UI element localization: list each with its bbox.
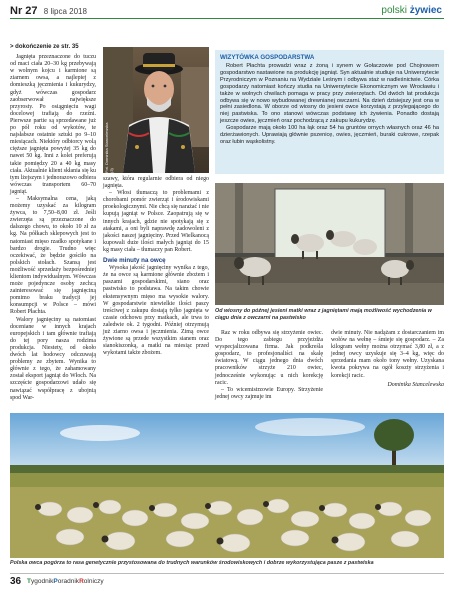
paragraph: Walory jagnięciny są natomiast doceniane w innych krajach europejskich i tam głównie trafiają do tej pory nasza rodzima produkcja. Niestety, od około dwóch lat hodowcy odczuwają problemy ze zbytem. Wynika to głównie z tego, że zahamowany został eksport jagniąt do Włoch. Na szczęście gospodarzowi udało się nawiązać współpracę z ubojnią spod War- [10, 316, 96, 401]
sheep-barn-photo [215, 183, 444, 305]
issue-number: Nr 27 [10, 5, 38, 17]
section-title: polski żywiec [381, 5, 442, 16]
photo-caption-2: Polska owca pogórza to rasa genetycznie przystosowana do trudnych warunków środowiskowych i dobrze wykorzystująca pasze z pastwiska [10, 560, 374, 566]
text-column-1 [10, 44, 96, 402]
paragraph: Wysoka jakość jagnięciny wynika z tego, że na owce są karmione głównie zbożem i paszami gospodarskimi, siano oraz pastwisko to podstawa. Na takim chowie ekstensywnym mięso ma wysokie walory. W gospodarstwie niewielkie ilości paszy treściwej z zakupu dostają tylko jagnięta w czasie odchowu przy matkach, ale trwa to zaledwie ok. 2 tygodni. Później otrzymują już ziarno owsa i jęczmienia. Zimą owce żywione są przede wszystkim sianem oraz sianokiszonką, a matki na miesiąc przed wykotami także zbożem. [103, 265, 209, 357]
paragraph: Robert Płachta prowadzi wraz z żoną i synem w Gołaczowie pod Chojnowem gospodarstwo nastawione na produkcję jagniąt. Syn aktualnie studiuje na Uniwersytecie Przyrodniczym w Poznaniu na Wydziale Leśnym i odbywa staż w nadleśnictwie. Córka gospodarzy natomiast kończy studia na Uniwersytecie Ekonomicznym we Wrocławiu i także w wolnych chwilach pomaga w pracy przy zwierzętach. Od dwóch lat produkcja odbywa się w nowo wybudowanej drewnianej owczarni. Na dzień dzisiejszy jest ona w pełni zasiedlona. W oborze od wiosny do jesieni owce korzystają z przylegającego do niej pastwiska. To ono stanowi wówczas podstawę ich żywienia. Ponadto dostają jeszcze owies, jęczmień oraz pochodzącą z zakupu kukurydzę. [220, 63, 439, 125]
paragraph: – Maksymalna cena, jaką możemy uzyskać za kilogram żywca, to 7,50–8,00 zł. Jeśli zwierzęta są przeznaczone do dalszego chowu, to około 10 zł za kg. Na półkach sklepowych jest to natomiast mięso rzadko spotykane i bardzo drogie. Trudno więc oczekiwać, że będzie gościło na polskich stołach. Szansą jest możliwość sprzedaży bezpośredniej klientom indywidualnym. Wówczas może pojedyncze osoby zechcą zainteresować się jagnięciną pomimo braku tradycji jej konsumpcji w Polsce – mówi Robert Płachta. [10, 195, 96, 316]
sheep-pasture-photo [10, 413, 444, 558]
continuation-note: > dokończenie ze str. 35 [10, 44, 79, 50]
subheading: Dwie minuty na owcę [103, 257, 166, 265]
text-column-2 [103, 176, 209, 357]
paragraph: – Włosi tłumaczą to problemami z chorobami pomór zwierząt i środowiskami proekologicznymi. Nie chcą się narażać i nie kupują jagniąt w Polsce. Zaopatrują się w innych krajach, gdzie nie spotykają się z atakami, a oni byli naprawdę zadowoleni z jakości naszej jagnięciny. Przed Wielkanocą kupowali duże ilości małych jagniąt do 15 kg masy ciała – tłumaczy pan Robert. [103, 190, 209, 253]
photo-credit: Fot. Dominika Stancelewska (3) [104, 122, 114, 173]
text-column-4 [331, 330, 444, 389]
paragraph: Jagnięta przeznaczone do tuczu od maci ciała 20–30 kg przebywają w wolnym kojcu i karmione są ziarnem owsa, a najlepiej z domieszką jęczmienia i kukurydzy, gdyż wówczas gospodarz zaobserwował największe przyrosty. Po osiągnięciu wagi docelowej trafiają do rzeźni. Pierwsze partie są sprzedawane już po pół roku od wykotów, te najsłabsze ostatnie sztuki po 9–10 miesiącach. Niektóry odbiorcy wolą cięższe jagnięta powyżej 35 kg do nawet 50 kg. Inni z kolei preferują takie pomiędzy 20 a 40 kg masy ciała. Aktualnie klient skłania się ku tym lżejszym i jednorazowo odbiera wówczas transportem 60–70 jagniąt. [10, 54, 96, 195]
author-signature: Dominika Stancelewska [387, 381, 444, 388]
box-body [220, 63, 439, 146]
paragraph: szawy, która regularnie odbiera od niego jagnięta. [103, 176, 209, 190]
paragraph: dwie minuty. Nie nadążam z dostarczaniem im wołów na wełnę – śmieje się gospodarz. – Za kilogram wełny można otrzymać 3,80 zł, a z jednej owcy uzyskuje się 3–4 kg, więc do sprzedania mam około tony wełny. Uzyskana kwota pokrywa na ogół koszty strzyżenia i korekcji racic. [331, 330, 444, 379]
header-rule [10, 18, 444, 19]
publication-brand: TygodnikPoradnikRolniczy [27, 578, 104, 585]
farmer-photo [103, 47, 209, 173]
farm-info-box [215, 50, 444, 174]
footer-rule [10, 573, 444, 574]
page-header-left [10, 5, 87, 17]
page-number: 36 [10, 576, 22, 587]
paragraph: – To wicemistrzowie Europy. Strzyżenie jednej owcy zajmuje im [215, 386, 323, 400]
paragraph: Raz w roku odbywa się strzyżenie owiec. Do tego zabiegu przyjeżdża wyspecjalizowana firma. Jak podkreśla gospodarz, to profesjonaliści na skalę światową. W ciągu jednego dnia dwóch pracowników strzyże 210 owiec, jednocześnie wykonując u nich korekcję racic. [215, 330, 323, 386]
text-column-3 [215, 330, 323, 401]
photo-caption-1: Od wiosny do późnej jesieni matki wraz z jagniętami mają możliwość wychodzenia w ciągu dnia z owczarni na pastwisko [215, 308, 432, 321]
issue-date: 8 lipca 2018 [43, 7, 87, 16]
paragraph: Gospodarze mają około 100 ha łąk oraz 54 ha gruntów ornych własnych oraz 46 ha dzierżawionych. Uprawiają głównie pszenicę, owies, jęczmień, buraki cukrowe, rzepak oraz łubin wąskolistny. [220, 125, 439, 145]
box-title: WIZYTÓWKA GOSPODARSTWA [220, 54, 315, 61]
